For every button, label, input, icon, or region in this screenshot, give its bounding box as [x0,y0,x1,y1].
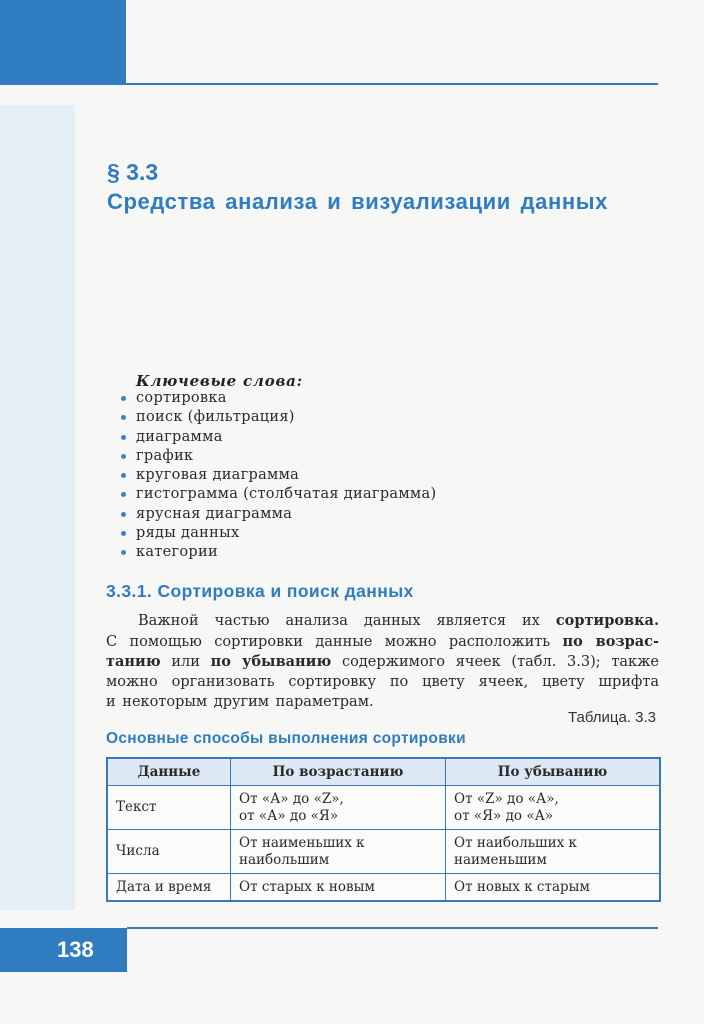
page-number: 138 [57,937,94,962]
keywords-heading: Ключевые слова: [136,372,304,390]
term-ascending-cont: танию [106,653,161,671]
table-cell: От «Z» до «А», от «Я» до «А» [446,786,661,830]
bullet-icon [121,512,126,517]
margin-band [0,105,75,910]
table-cell: Числа [107,830,231,874]
table-cell: Текст [107,786,231,830]
paragraph-line: можно организовать сортировку по цвету ячеек, цвету шрифта [106,674,659,691]
keyword-item: круговая диаграмма [118,466,436,485]
keyword-item: график [118,447,436,466]
table-title: Основные способы выполнения сортировки [106,730,466,747]
bullet-icon [121,454,126,459]
table-cell: От «А» до «Z», от «А» до «Я» [231,786,446,830]
table-cell: От новых к старым [446,874,661,902]
paragraph-line: С помощью сортировки данные можно расположить по возрас- [106,632,660,650]
bullet-icon [121,550,126,555]
table-header-row [107,758,660,786]
header-rule [126,83,658,85]
footer-rule [127,927,658,929]
table-row [107,830,660,874]
table-cell: От наименьших к наибольшим [231,830,446,874]
keyword-item: диаграмма [118,428,436,447]
bullet-icon [121,396,126,401]
keyword-item: сортировка [118,389,436,408]
keyword-item: гистограмма (столбчатая диаграмма) [118,485,436,504]
term-sorting: сортировка. [555,612,659,629]
bullet-icon [121,415,126,420]
keyword-item: ряды данных [118,524,436,543]
subsection-title: 3.3.1. Сортировка и поиск данных [106,581,414,601]
term-ascending: по возрас- [562,632,660,650]
bullet-icon [121,435,126,440]
section-title: Средства анализа и визуализации данных [107,189,608,214]
bullet-icon [121,492,126,497]
body-paragraph [106,611,659,713]
paragraph-line: и некоторым другим параметрам. [106,693,374,710]
keyword-item: поиск (фильтрация) [118,408,436,427]
table-row [107,874,660,902]
table-cell: Дата и время [107,874,231,902]
paragraph-line: Важной частью анализа данных является их сортировка. [138,612,659,629]
column-header: По убыванию [446,758,661,786]
bullet-icon [121,531,126,536]
column-header: Данные [107,758,231,786]
sorting-table [106,757,661,902]
table-cell: От старых к новым [231,874,446,902]
table-cell: От наибольших к наименьшим [446,830,661,874]
keywords-list [118,389,436,563]
section-number: § 3.3 [107,159,159,185]
paragraph-line: танию или по убыванию содержимого ячеек (табл. 3.3); также [106,653,660,671]
table-row [107,786,660,830]
term-descending: по убыванию [210,653,332,671]
header-color-block [0,0,126,85]
keyword-item: ярусная диаграмма [118,505,436,524]
column-header: По возрастанию [231,758,446,786]
keyword-item: категории [118,543,436,562]
bullet-icon [121,473,126,478]
table-label: Таблица. 3.3 [567,709,656,726]
